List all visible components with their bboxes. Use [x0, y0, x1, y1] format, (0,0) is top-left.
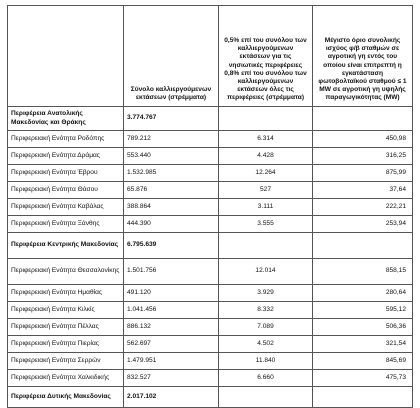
row-area: 388.864	[124, 199, 219, 216]
row-name: Περιφερειακή Ενότητα Θάσου	[8, 182, 124, 199]
row-name: Περιφερειακή Ενότητα Κιλκίς	[8, 302, 124, 319]
row-percentage: 4.502	[219, 336, 313, 353]
row-percentage: 6.660	[219, 370, 313, 387]
row-max-power	[313, 387, 413, 408]
row-max-power: 506,36	[313, 319, 413, 336]
unit-row	[8, 319, 413, 336]
row-max-power: 875,99	[313, 165, 413, 182]
row-max-power: 253,94	[313, 216, 413, 233]
row-area: 832.527	[124, 370, 219, 387]
row-max-power: 37,64	[313, 182, 413, 199]
row-percentage	[219, 107, 313, 131]
row-area: 444.390	[124, 216, 219, 233]
region-row	[8, 107, 413, 131]
row-name: Περιφέρεια Κεντρικής Μακεδονίας	[8, 233, 124, 259]
row-max-power: 595,12	[313, 302, 413, 319]
row-percentage	[219, 387, 313, 408]
unit-row	[8, 216, 413, 233]
row-area: 1.501.756	[124, 259, 219, 285]
unit-row	[8, 199, 413, 216]
row-percentage: 527	[219, 182, 313, 199]
unit-row	[8, 131, 413, 148]
unit-row	[8, 148, 413, 165]
unit-row	[8, 259, 413, 285]
row-max-power: 280,64	[313, 285, 413, 302]
row-name: Περιφερειακή Ενότητα Πέλλας	[8, 319, 124, 336]
row-name: Περιφερειακή Ενότητα Δράμας	[8, 148, 124, 165]
header-total-area: Σύνολο καλλιεργούμενων εκτάσεων (στρέμματα)	[124, 6, 219, 107]
row-percentage: 8.332	[219, 302, 313, 319]
row-name: Περιφέρεια Δυτικής Μακεδονίας	[8, 387, 124, 408]
row-max-power	[313, 107, 413, 131]
table-body	[8, 107, 413, 408]
row-area: 886.132	[124, 319, 219, 336]
header-row	[8, 6, 413, 107]
row-area: 65.876	[124, 182, 219, 199]
row-max-power: 475,73	[313, 370, 413, 387]
data-table	[7, 5, 413, 408]
row-area: 553.440	[124, 148, 219, 165]
row-area: 6.795.639	[124, 233, 219, 259]
row-percentage: 3.111	[219, 199, 313, 216]
row-area: 1.479.951	[124, 353, 219, 370]
header-percentage-area: 0,5% επί του συνόλου των καλλιεργούμενων εκτάσεων για τις νησιωτικές περιφέρειες 0,8% επί του συνόλου των καλλιεργούμενων εκτάσεων όλες τις περιφέρειες (στρέμματα)	[219, 6, 313, 107]
row-max-power	[313, 233, 413, 259]
row-percentage: 3.555	[219, 216, 313, 233]
row-max-power: 858,15	[313, 259, 413, 285]
row-max-power: 845,69	[313, 353, 413, 370]
row-area: 562.697	[124, 336, 219, 353]
unit-row	[8, 165, 413, 182]
row-percentage	[219, 233, 313, 259]
document-page	[7, 5, 412, 408]
row-max-power: 321,54	[313, 336, 413, 353]
row-name: Περιφερειακή Ενότητα Πιερίας	[8, 336, 124, 353]
unit-row	[8, 285, 413, 302]
unit-row	[8, 370, 413, 387]
row-area: 1.041.456	[124, 302, 219, 319]
row-name: Περιφέρεια Ανατολικής Μακεδονίας και Θράκης	[8, 107, 124, 131]
row-max-power: 222,21	[313, 199, 413, 216]
row-name: Περιφερειακή Ενότητα Ροδόπης	[8, 131, 124, 148]
row-percentage: 12.264	[219, 165, 313, 182]
row-percentage: 3.929	[219, 285, 313, 302]
row-name: Περιφερειακή Ενότητα Ημαθίας	[8, 285, 124, 302]
row-name: Περιφερειακή Ενότητα Ξάνθης	[8, 216, 124, 233]
row-percentage: 6.314	[219, 131, 313, 148]
row-percentage: 7.089	[219, 319, 313, 336]
row-name: Περιφερειακή Ενότητα Έβρου	[8, 165, 124, 182]
header-max-power: Μέγιστο όριο συνολικής ισχύος φ/β σταθμών σε αγροτική γη εντός του οποίου είναι επιτρεπτή η εγκατάσταση φωτοβολταϊκού σταθμού ≤ 1 MW σε αγροτική γη υψηλής παραγωγικότητας (MW)	[313, 6, 413, 107]
unit-row	[8, 336, 413, 353]
unit-row	[8, 182, 413, 199]
header-region	[8, 6, 124, 107]
row-percentage: 12.014	[219, 259, 313, 285]
row-name: Περιφερειακή Ενότητα Σερρών	[8, 353, 124, 370]
region-row	[8, 233, 413, 259]
unit-row	[8, 353, 413, 370]
row-area: 1.532.985	[124, 165, 219, 182]
region-row	[8, 387, 413, 408]
row-area: 3.774.767	[124, 107, 219, 131]
row-name: Περιφερειακή Ενότητα Καβάλας	[8, 199, 124, 216]
row-name: Περιφερειακή Ενότητα Θεσσαλονίκης	[8, 259, 124, 285]
row-percentage: 11.840	[219, 353, 313, 370]
row-percentage: 4.428	[219, 148, 313, 165]
row-area: 491.120	[124, 285, 219, 302]
row-max-power: 316,25	[313, 148, 413, 165]
unit-row	[8, 302, 413, 319]
row-max-power: 450,98	[313, 131, 413, 148]
row-area: 2.017.102	[124, 387, 219, 408]
row-name: Περιφερειακή Ενότητα Χαλκιδικής	[8, 370, 124, 387]
row-area: 789.212	[124, 131, 219, 148]
